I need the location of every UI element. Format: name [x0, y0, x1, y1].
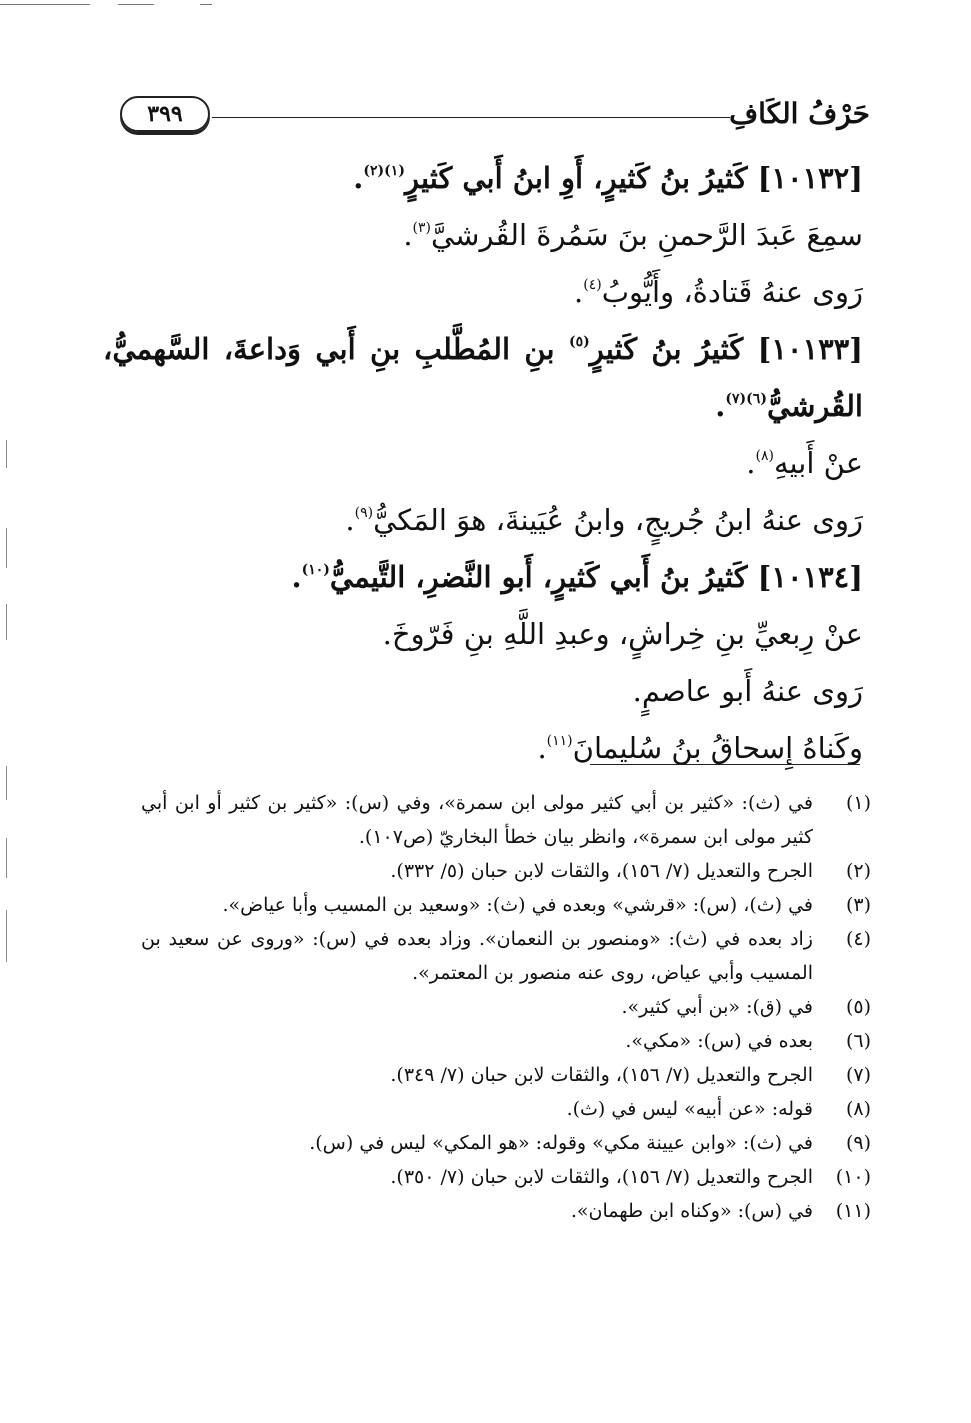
footnote-ref: (٤) — [583, 277, 602, 293]
footnote-text: الجرح والتعديل (٧/ ١٥٦)، والثقات لابن حبان (٧/ ٣٤٩). — [390, 1064, 813, 1086]
footnote-text: قوله: «عن أبيه» ليس في (ث). — [566, 1098, 813, 1120]
footnote-text: الجرح والتعديل (٧/ ١٥٦)، والثقات لابن حبان (٧/ ٣٥٠). — [390, 1166, 813, 1188]
footnote — [141, 990, 871, 1024]
footnote-ref: (٩) — [354, 505, 374, 521]
footnote — [141, 854, 871, 888]
entry-number: [١٠١٣٣] — [757, 332, 863, 366]
footnote — [141, 1194, 871, 1228]
footnote — [141, 888, 871, 922]
footnote-text: في (س): «وكناه ابن طهمان». — [570, 1200, 813, 1222]
footnote-ref: (١١) — [546, 733, 573, 749]
footnote-number: (٢) — [845, 860, 871, 882]
footnote-text: في (ث): «كثير بن أبي كثير مولى ابن سمرة»، وفي (س): «كثير بن كثير أو ابن أبي كثير مولى ابن سمرة»، وانظر بيان خطأ البخاريّ (ص١٠٧). — [141, 792, 813, 848]
entry-line: عنْ أَبيهِ$^{(٨)}$. — [746, 446, 863, 480]
footnote — [141, 786, 871, 854]
footnote-ref: (٥) — [568, 334, 590, 350]
footnote — [141, 1058, 871, 1092]
page-header — [120, 94, 870, 140]
entry-line: رَوى عنهُ قَتادةُ، وأَيُّوبُ$^{(٤)}$. — [574, 275, 863, 309]
footnote — [141, 1092, 871, 1126]
page-number-badge — [120, 96, 210, 132]
footnote-text: في (ث): «وابن عيينة مكي» وقوله: «هو المكي» ليس في (س). — [309, 1132, 813, 1154]
footnote — [141, 1126, 871, 1160]
footnote-text: في (ق): «بن أبي كثير». — [621, 996, 813, 1018]
footnote — [141, 922, 871, 990]
footnote-number: (٦) — [845, 1030, 871, 1052]
footnote-text: زاد بعده في (ث): «ومنصور بن النعمان». وزاد بعده في (س): «وروى عن سعيد بن المسيب وأبي عياض، روى عنه منصور بن المعتمر». — [141, 928, 813, 984]
footnote-ref: (٨) — [755, 448, 774, 464]
footnote-ref: (٦)(٧) — [725, 391, 767, 407]
footnote-number: (٥) — [845, 996, 871, 1018]
entry-number: [١٠١٣٢] — [757, 161, 863, 195]
entry-line: رَوى عنهُ أَبو عاصمٍ. — [632, 674, 863, 708]
footnote-number: (٧) — [845, 1064, 871, 1086]
footnote-ref: (١٠) — [301, 562, 330, 578]
entry-heading: [١٠١٣٣] كَثيرُ بنُ كَثيرٍ$^{(٥)}$ بنِ المُطَّلبِ بنِ أَبي وَداعةَ، السَّهميُّ، القُرشيُّ$^{(٦)(٧)}$. — [103, 332, 863, 423]
footnote-number: (١١) — [835, 1200, 871, 1222]
entry-line: سمِعَ عَبدَ الرَّحمنِ بنَ سَمُرةَ القُرشيَّ$^{(٣)}$. — [403, 218, 863, 252]
footnote — [141, 1160, 871, 1194]
footnote-number: (٩) — [845, 1132, 871, 1154]
entry-line: عنْ رِبعيِّ بنِ خِراشٍ، وعبدِ اللَّهِ بنِ فَرّوخَ. — [382, 617, 863, 651]
page-number: ٣٩٩ — [147, 101, 183, 127]
entry-name: كَثيرُ بنُ كَثيرٍ، أَوِ ابنُ أَبي كَثيرٍ — [404, 161, 748, 195]
entry-name-continued: بنِ المُطَّلبِ بنِ أَبي وَداعةَ، السَّهميُّ، القُرشيُّ — [103, 332, 863, 423]
footnote-number: (١٠) — [835, 1166, 871, 1188]
entry-name: كَثيرُ بنُ كَثيرٍ — [589, 332, 744, 366]
footnote-number: (١) — [845, 792, 871, 814]
footnote-ref: (٣) — [412, 220, 432, 236]
footnote — [141, 1024, 871, 1058]
entry-heading: [١٠١٣٤] كَثيرُ بنُ أَبي كَثيرٍ، أَبو النَّضرِ، التَّيميُّ$^{(١٠)}$. — [291, 560, 863, 594]
footnote-ref: (١)(٢) — [363, 163, 405, 179]
entry-heading: [١٠١٣٢] كَثيرُ بنُ كَثيرٍ، أَوِ ابنُ أَبي كَثيرٍ$^{(١)(٢)}$. — [353, 161, 863, 195]
entry-line: وكَناهُ إِسحاقُ بنُ سُليمانَ$^{(١١)}$. — [537, 731, 863, 765]
footnote-separator — [590, 764, 860, 765]
header-rule — [212, 117, 730, 118]
footnote-number: (٤) — [845, 928, 871, 950]
entry-name: كَثيرُ بنُ أَبي كَثيرٍ، أَبو النَّضرِ، التَّيميُّ — [329, 560, 748, 594]
footnote-text: في (ث)، (س): «قرشي» وبعده في (ث): «وسعيد بن المسيب وأبا عياض». — [222, 894, 813, 916]
footnotes — [141, 786, 871, 1228]
footnote-text: بعده في (س): «مكي». — [625, 1030, 813, 1052]
main-text — [103, 150, 863, 777]
running-title: حَرْفُ الكَافِ — [729, 97, 870, 130]
footnote-number: (٣) — [845, 894, 871, 916]
footnote-number: (٨) — [845, 1098, 871, 1120]
entry-number: [١٠١٣٤] — [757, 560, 863, 594]
footnote-text: الجرح والتعديل (٧/ ١٥٦)، والثقات لابن حبان (٥/ ٣٣٢). — [390, 860, 813, 882]
entry-line: رَوى عنهُ ابنُ جُريجٍ، وابنُ عُيَينةَ، هوَ المَكيُّ$^{(٩)}$. — [345, 503, 863, 537]
